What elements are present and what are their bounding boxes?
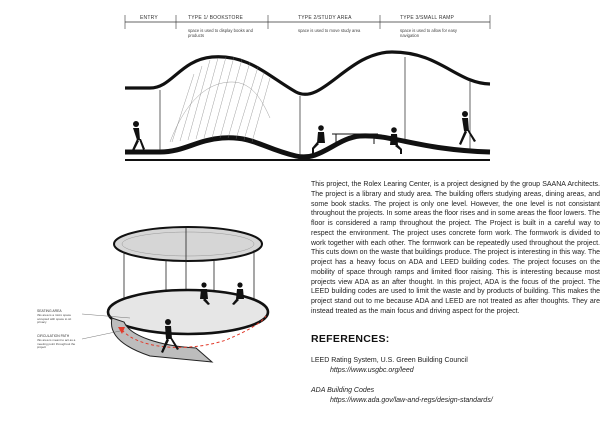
person-walking-entry [132, 121, 145, 151]
section-roof [125, 52, 490, 94]
person-walking-ramp [459, 111, 476, 145]
section-floor-slab [125, 136, 490, 157]
references-heading: REFERENCES: [311, 333, 390, 345]
annotation-text-seating: this area is a micro space occupied with space to sit privacy [37, 313, 72, 325]
annotation-title-circulation: CIRCULATION PATH [37, 334, 70, 338]
reference-name-ada: ADA Building Codes [311, 387, 375, 394]
axo-floor-disc [108, 290, 268, 334]
zone-label-bookstore: TYPE 1/ BOOKSTORE [188, 15, 243, 21]
reference-url-ada: https://www.ada.gov/law-and-regs/design-standards/ [330, 397, 493, 404]
zone-note-study-area: space is used to move study area [298, 28, 361, 33]
annotation-title-seating: SEATING AREA [37, 309, 62, 313]
annotation-text-circulation: this area is meant to act as a meeting point throughout the project [37, 338, 76, 350]
project-description: This project, the Rolex Learing Center, is a project designed by the group SAANA Architects. The project is a library and study area. The building offers studying areas, dining areas, and some book stacks. The project is only one level. However, the one level is not consistant throughout the projects. In some areas the floor rises and in some areas the floor lowers. The floor is considered a ramp throughout the project. The Project is built in a careful way to respect the environment. The project uses concrete form work. The formwork is divided to work together with each other. The formwork can be repeatedly used throughout the project. This cuts down on the waste that buildings produce. The project is interesting in this way. The project has a heavy focus on ADA and LEED building codes. The project focuses on the mobility of space through ramps and limited floor raising. This is interesting because most projects view ADA as an after thought. In this project, ADA is the focus of the project. The LEED building codes are used to limit the waste and by products of building. This makes the project stand out to me because ADA and LEED are not treated as after thoughts. They are instead treated as the main focus and driving aspect for the project. [311, 181, 600, 315]
zone-label-study-area: TYPE 2/STUDY AREA [298, 15, 352, 21]
zone-note-small-ramp: space is used to allow for easy navigation [400, 28, 458, 39]
reference-url-leed: https://www.usgbc.org/leed [330, 367, 414, 374]
zone-label-entry: ENTRY [140, 15, 158, 21]
reference-name-leed: LEED Rating System, U.S. Green Building Council [311, 357, 468, 364]
roof-mesh-hatch [170, 57, 270, 142]
annotation-leader-circulation [82, 331, 120, 339]
zone-note-bookstore: space is used to display books and products [188, 28, 253, 39]
zone-label-small-ramp: TYPE 3/SMALL RAMP [400, 15, 455, 21]
